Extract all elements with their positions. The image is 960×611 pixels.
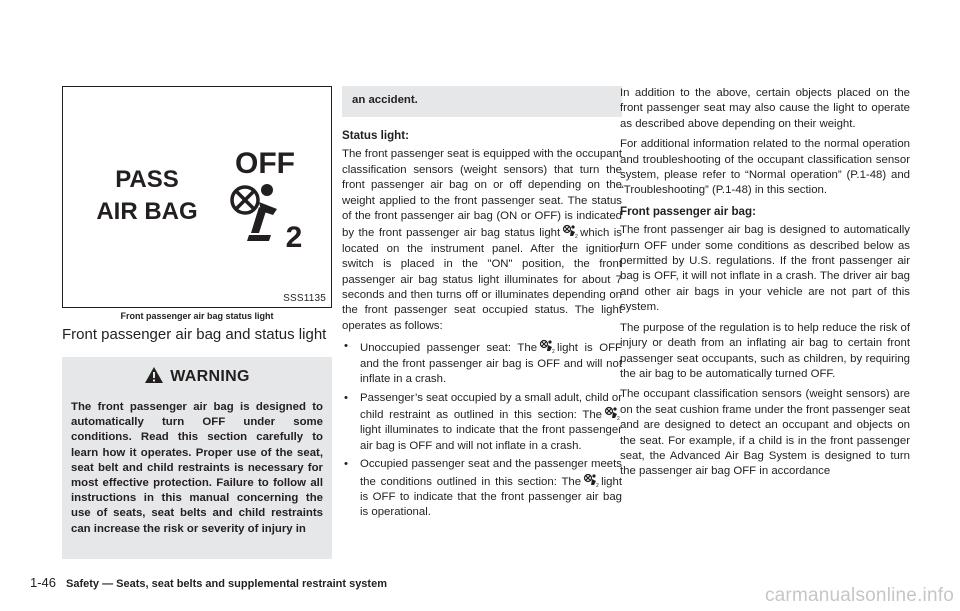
bullet-text-before: Occupied passenger seat and the passenger meets the conditions outlined in this section: The	[360, 458, 622, 488]
status-paragraph-part1: The front passenger seat is equipped with the occupant classification sensors (weight sensors) that turn the front passenger air bag on or off depending on the weight applied to the front passenger seat. The status of the front passenger air bag (ON or OFF) is indicated by the front passenger air bag status light	[342, 148, 622, 240]
warning-title: WARNING	[170, 368, 250, 385]
airbag-status-icon	[583, 473, 599, 487]
page-footer	[30, 574, 387, 592]
status-bullet-list	[342, 339, 622, 520]
svg-text:2: 2	[596, 482, 599, 487]
paragraph-designed: The front passenger air bag is designed to automatically turn OFF under some conditions as described below as permitted by U.S. regulations. If the front passenger air bag is OFF, it will not inflate in a crash. The driver air bag and other air bags in your vehicle are not part of this system.	[620, 224, 910, 314]
figure-code: SSS1135	[283, 293, 326, 304]
svg-text:2: 2	[552, 349, 555, 354]
warning-continuation	[342, 86, 622, 117]
airbag-status-icon	[604, 406, 620, 420]
front-passenger-airbag-heading: Front passenger air bag:	[620, 204, 756, 218]
warning-text: The front passenger air bag is designed to automatically turn OFF under some conditions. Read this section carefully to learn how it operates. Proper use of the seat, seat belt and child restraints is necessary for most effective protection. Failure to follow all instructions in this manual concerning the use of seats, seat belts and child restraints can increase the risk or severity of injury in	[71, 401, 323, 535]
bullet-text-after: light is OFF to indicate that the front passenger air bag is operational.	[360, 475, 622, 519]
list-item: • Occupied passenger seat and the passenger meets the conditions outlined in this section: The 2 light is OFF to indicate that the front passenger air bag is operational.	[344, 458, 622, 519]
list-item: • Unoccupied passenger seat: The 2 light is OFF and the front passenger air bag is OFF and will not inflate in a crash.	[344, 340, 622, 386]
status-light-heading: Status light:	[342, 129, 409, 142]
airbag-status-icon	[562, 224, 578, 238]
status-paragraph-part2: which is located on the instrument panel. After the ignition switch is placed in the "ON" position, the front passenger air bag status light illuminates for about 7 seconds and then turns off or illuminates depending on the front passenger seat occupied status. The light operates as follows:	[342, 227, 623, 332]
status-light-figure	[62, 86, 332, 308]
status-light-section	[342, 128, 622, 524]
bullet-text-before: Unoccupied passenger seat: The	[360, 342, 538, 355]
paragraph-sensors: The occupant classification sensors (weight sensors) are on the seat cushion frame under the front passenger seat and are designed to detect an occupant and objects on the seat. For example, if a child is in the front passenger seat, the Advanced Air Bag System is designed to turn the passenger air bag OFF in accordance	[620, 388, 910, 478]
warning-header	[62, 366, 332, 386]
paragraph-objects: In addition to the above, certain objects placed on the front passenger seat may also cause the light to operate as described above depending on their weight.	[620, 87, 910, 130]
warning-continued-text: an accident.	[352, 94, 418, 106]
figure-caption: Front passenger air bag status light	[120, 311, 274, 321]
seat-position-number: 2	[285, 221, 303, 254]
pass-label-line1: PASS	[115, 166, 179, 193]
airbag-status-icon	[539, 339, 555, 353]
bullet-text-after: light illuminates to indicate that the front passenger air bag is OFF and will not inflate in a crash.	[360, 424, 622, 452]
status-light-paragraph	[342, 147, 622, 334]
warning-box	[62, 357, 332, 559]
off-label: OFF	[235, 147, 295, 180]
list-item: • Passenger’s seat occupied by a small adult, child or child restraint as outlined in this section: The 2 light illuminates to indicate that the front passenger air bag is OFF and will not inflate in a crash.	[344, 391, 622, 452]
section-title: Front passenger air bag and status light	[62, 326, 327, 343]
paragraph-additional-info: For additional information related to the normal operation and troubleshooting of the occupant classification sensor system, please refer to “Normal operation” (P.1-48) and “Troubleshooting” (P.1-48) in this section.	[620, 138, 910, 197]
paragraph-purpose: The purpose of the regulation is to help reduce the risk of injury or death from an inflating air bag to certain front passenger seat occupants, such as children, by requiring the air bag to be automatically turned OFF.	[620, 321, 910, 380]
right-column-text	[620, 86, 910, 485]
bullet-text-before: Passenger’s seat occupied by a small adult, child or child restraint as outlined in this section: The	[360, 391, 622, 421]
footer-title: Safety — Seats, seat belts and supplemental restraint system	[66, 578, 387, 590]
air-bag-status-illustration	[63, 87, 331, 307]
pass-label-line2: AIR BAG	[96, 198, 198, 225]
svg-text:2: 2	[575, 234, 578, 239]
passenger-airbag-off-icon	[232, 184, 277, 241]
page-number: 1-46	[30, 575, 57, 590]
bullet-text-after: light is OFF and the front passenger air bag is OFF and will not inflate in a crash.	[360, 342, 622, 386]
warning-icon	[144, 366, 164, 384]
watermark: carmanualsonline.info	[764, 585, 954, 606]
svg-text:2: 2	[617, 415, 620, 420]
